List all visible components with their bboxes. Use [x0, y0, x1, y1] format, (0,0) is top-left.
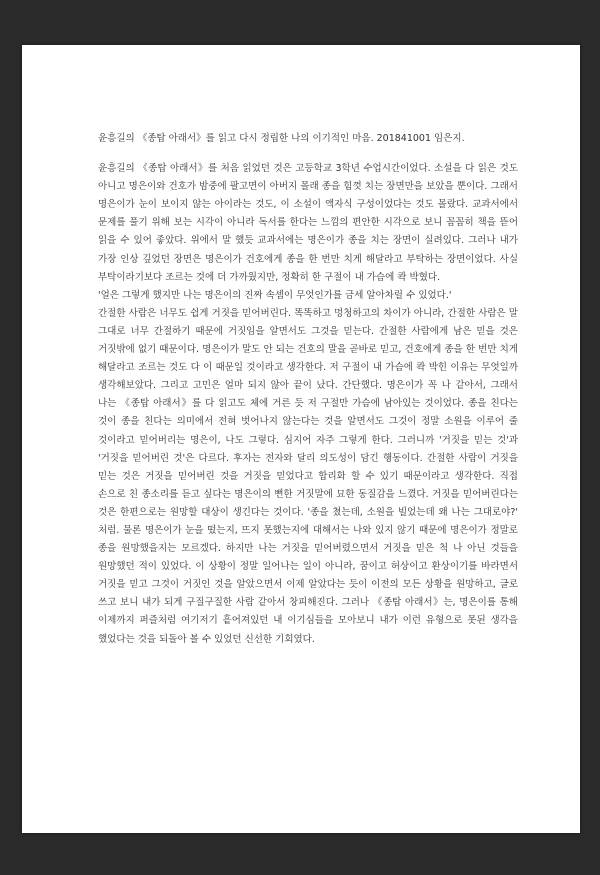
document-page — [22, 45, 580, 833]
body-paragraph-1: 윤흥길의 《종탑 아래서》를 처음 읽었던 것은 고등학교 3학년 수업시간이었다. 소설을 다 읽은 것도 아니고 명은이와 건호가 밤중에 팔고면이 아버지 몰래 종을 힘껏 치는 장면만을 보았을 뿐이다. 그래서 명은이가 눈이 보이지 않는 아이라는 것도, 이 소설이 액자식 구성이었다는 것도 몰랐다. 교과서에서 문제를 풀기 위해 보는 시각이 아니라 독서를 한다는 느낌의 편안한 시각으로 보니 꼼꼼히 책을 뜯어 읽을 수 있어 좋았다. 위에서 말 했듯 교과서에는 명은이가 종을 치는 장면이 실려있다. 그러나 내가 가장 인상 깊었던 장면은 명은이가 건호에게 종을 한 번만 치게 해달라고 부탁하는 장면이었다. 사실 부탁이라기보다 조르는 것에 더 가까웠지만, 정확히 한 구절이 내 가슴에 콱 박혔다. — [98, 163, 518, 283]
page-content — [98, 130, 518, 649]
body-paragraph-2: 간절한 사람은 너무도 쉽게 거짓을 믿어버린다. 똑똑하고 멍청하고의 차이가 아니라, 간절한 사람은 말 그대로 너무 간절하기 때문에 거짓임을 알면서도 그것을 믿는다. 간절한 사람에게 남은 믿을 것은 거짓밖에 없기 때문이다. 명은이가 말도 안 되는 건호의 말을 곧바로 믿고, 건호에게 종을 한 번만 치게 해달라고 조르는 것도 다 이 때문일 것이라고 생각한다. 저 구절이 내 가슴에 콱 박힌 이유는 무엇일까 생각해보았다. 그리고 고민은 얼마 되지 않아 끝이 났다. 간단했다. 명은이가 꼭 나 같아서, 그래서 나는 《종탑 아래서》를 다 읽고도 체에 거른 듯 저 구절만 가슴에 남아있는 것이었다. 종을 친다는 것이 종을 친다는 의미에서 전혀 벗어나지 않는다는 것을 알면서도 그것이 정말 소원을 이루어 줄 것이라고 믿어버리는 명은이, 나도 그렇다. 심지어 자주 그렇게 한다. 그러니까 '거짓을 믿는 것'과 '거짓을 믿어버린 것'은 다르다. 후자는 전자와 달리 의도성이 담긴 행동이다. 간절한 사람이 거짓을 믿는 것은 거짓을 믿어버린 것을 거짓을 믿었다고 합리화 할 수 있기 때문이라고 생각한다. 직접 손으로 친 종소리를 듣고 싶다는 명은이의 뻔한 거짓말에 묘한 동질감을 느꼈다. 거짓을 믿어버린다는 것은 한편으로는 원망할 대상이 생긴다는 것이다. '종을 쳤는데, 소원을 빌었는데 왜 나는 그대로야?' 처럼. 물론 명은이가 눈을 떴는지, 뜨지 못했는지에 대해서는 나와 있지 않기 때문에 명은이가 정말로 종을 원망했을지는 모르겠다. 하지만 나는 거짓을 믿어버렸으면서 거짓을 믿은 척 나 아닌 것들을 원망했던 적이 있었다. 이 상황이 정말 일어나는 일이 아니라, 꿈이고 허상이고 환상이기를 바라면서 거짓을 믿고 그것이 거짓인 것을 알았으면서 이제 알았다는 듯이 이전의 모든 상황을 원망하고, 글로 쓰고 보니 내가 되게 구질구질한 사람 같아서 창피해진다. 그러나 《종탑 아래서》는, 명은이를 통해 이제까지 퍼즐처럼 여기저기 흩어져있던 내 이기심들을 모아보니 내가 이런 유형으로 못된 생각을 했었다는 것을 되돌아 볼 수 있었던 신선한 기회였다. — [98, 307, 518, 645]
document-title: 윤흥길의 《종탑 아래서》를 읽고 다시 정립한 나의 이기적인 마음. 201841001 임은지. — [98, 133, 465, 144]
quoted-passage: '얼은 그렇게 했지만 나는 명은이의 진짜 속셈이 무엇인가를 금세 알아차릴 수 있었다.' — [98, 289, 452, 301]
